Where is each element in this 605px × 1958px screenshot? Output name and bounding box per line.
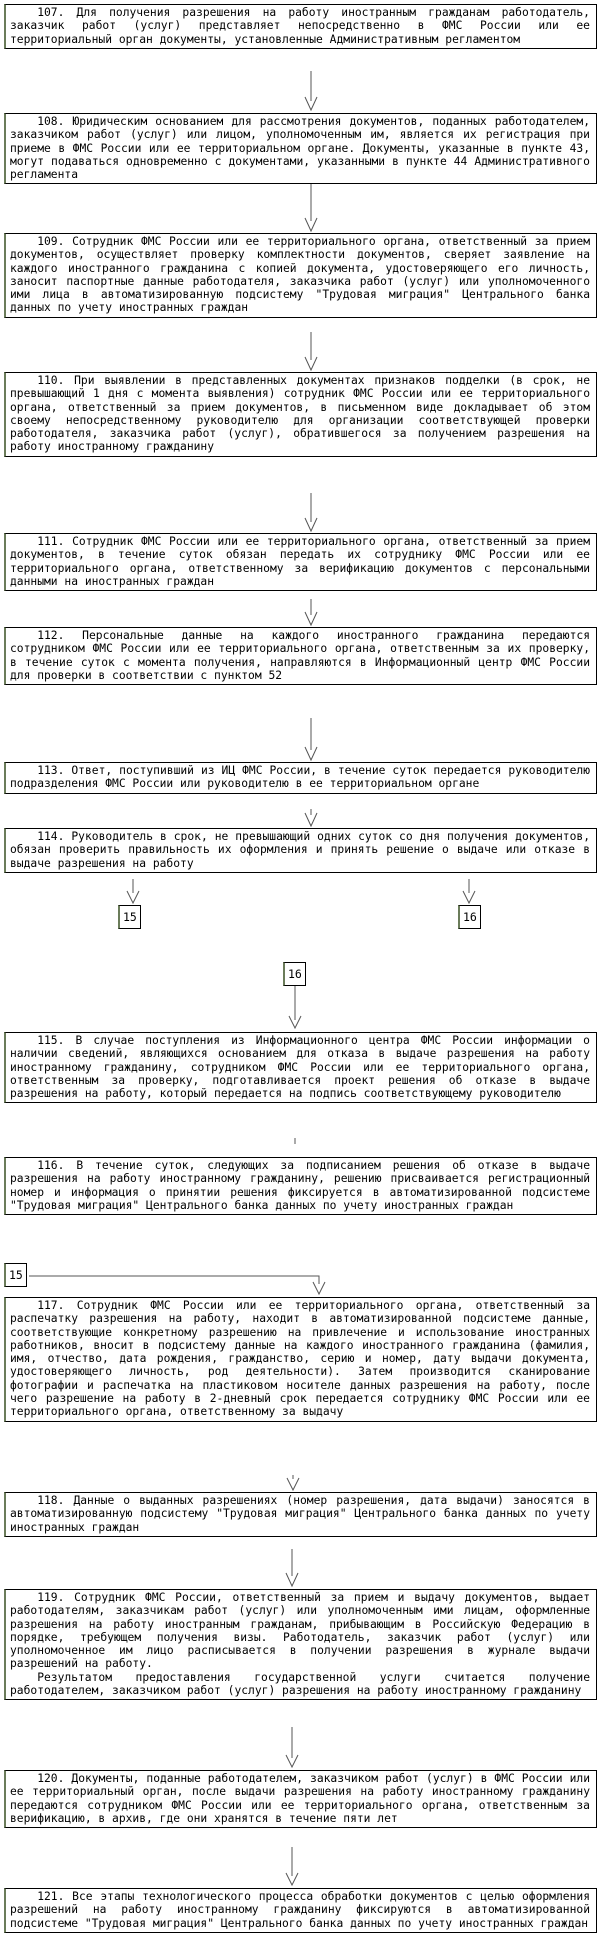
ref-15-entry: 15 [4, 1263, 27, 1287]
arrow-109-110 [305, 332, 317, 370]
step-109 [4, 233, 597, 318]
ref-16-branch: 16 [458, 905, 481, 929]
arrow-119-120 [286, 1727, 298, 1767]
ref-16-entry: 16 [283, 962, 306, 986]
step-text: 110. При выявлении в представленных документах признаков подделки (в срок, не превышающий 1 дня с момента выявления) сотрудник ФМС России или ее территориального органа, ответственный за прием документов, в письменном виде докладывает об этом своему непосредственному руководителю для организации соответствующей проверки работодателя, заказчика работ (услуг), обратившегося за получением разрешения на работу иностранному гражданину [10, 374, 590, 454]
step-113 [4, 762, 597, 794]
step-120 [4, 1770, 597, 1828]
step-text: 119. Сотрудник ФМС России, ответственный за прием и выдачу документов, выдает работодателям, заказчикам работ (услуг) или уполномоченным ими лицам, оформленные разрешения на работу иностранным гражданам, прибывающим в Российскую Федерацию в порядке, требующем получения визы. Работодатель, заказчик работ (услуг) или уполномоченное им лицо расписывается в получении разрешения в журнале выдачи разрешений на работу. [10, 1591, 590, 1671]
step-118 [4, 1492, 597, 1537]
step-text: 113. Ответ, поступивший из ИЦ ФМС России, в течение суток передается руководителю подразделения ФМС России или руководителю в ее территориальном органе [10, 764, 590, 791]
arrow-114-ref15 [127, 879, 139, 903]
arrow-107-108 [305, 71, 317, 110]
arrow-120-121 [286, 1847, 298, 1885]
step-116 [4, 1157, 597, 1215]
step-text: 120. Документы, поданные работодателем, заказчиком работ (услуг) в ФМС России или ее территориальный орган, после выдачи разрешения на работу иностранному гражданину передаются сотрудником ФМС России или ее территориального органа, ответственным за верификацию, в архив, где они хранятся в течение пяти лет [10, 1772, 590, 1825]
step-text: 109. Сотрудник ФМС России или ее территориального органа, ответственный за прием документов, осуществляет проверку комплектности документов, сверяет заявление на каждого иностранного гражданина с копией документа, удостоверяющего его личность, заносит паспортные данные работодателя, заказчика работ (услуг) или уполномоченного ими лица в автоматизированную подсистему "Трудовая миграция" Центрального банка данных по учету иностранных граждан [10, 235, 590, 315]
step-117 [4, 1297, 597, 1422]
arrow-ref15-117 [29, 1276, 325, 1294]
step-text: 112. Персональные данные на каждого иностранного гражданина передаются сотрудником ФМС России или ее территориального органа, ответственным за их проверку, в течение суток с момента получения, направляются в Информационный центр ФМС России для проверки в соответствии с пунктом 52 [10, 629, 590, 682]
step-text: 107. Для получения разрешения на работу иностранным гражданам работодатель, заказчик работ (услуг) представляет непосредственно в ФМС России или ее территориальный орган документы, установленные Административным регламентом [10, 6, 590, 46]
arrow-110-111 [305, 493, 317, 531]
step-text: 117. Сотрудник ФМС России или ее территориального органа, ответственный за распечатку разрешения на работу, находит в автоматизированной подсистеме данные, соответствующие конкретному разрешению на привлечение и использование иностранных работников, вносит в подсистему данные на каждого иностранного гражданина (фамилия, имя, отчество, дата рождения, гражданство, серию и номер, дату выдачи документа, удостоверяющего личность, род деятельности). Затем производится сканирование фотографии и распечатка на пластиковом носителе данных разрешения на работу, после чего разрешение на работу в 2-дневный срок передается сотруднику ФМС России или ее территориального органа, ответственному за выдачу [10, 1299, 590, 1419]
step-text: 115. В случае поступления из Информационного центра ФМС России информации о наличии сведений, являющихся основанием для отказа в выдаче разрешения на работу иностранному гражданину, сотрудником ФМС России или ее территориального органа, ответственным за проверку, подготавливается проект решения об отказе в выдаче разрешения на работу, который передается на подпись соответствующему руководителю [10, 1034, 590, 1101]
step-115 [4, 1032, 597, 1103]
step-111 [4, 533, 597, 591]
step-text: 116. В течение суток, следующих за подписанием решения об отказе в выдаче разрешения на работу иностранному гражданину, решению присваивается регистрационный номер и информация о принятии решения фиксируется в автоматизированной подсистеме "Трудовая миграция" Центрального банка данных по учету иностранных граждан [10, 1159, 590, 1212]
arrow-114-ref16 [463, 879, 475, 903]
arrow-118-119 [286, 1549, 298, 1586]
step-text: 121. Все этапы технологического процесса обработки документов с целью оформления разрешений на работу иностранному гражданину фиксируются в автоматизированной подсистеме "Трудовая миграция" Центрального банка данных по учету иностранных граждан [10, 1890, 590, 1930]
ref-15-branch: 15 [118, 905, 141, 929]
step-107 [4, 4, 597, 49]
arrow-112-113 [305, 718, 317, 760]
arrow-ref16-115 [289, 986, 301, 1028]
step-text: 108. Юридическим основанием для рассмотрения документов, поданных работодателем, заказчиком работ (услуг) или лицом, уполномоченным им, является их регистрация при приеме в ФМС России или ее территориальном органе. Документы, указанные в пункте 43, могут подаваться одновременно с документами, указанными в пункте 44 Административного регламента [10, 115, 590, 182]
step-110 [4, 372, 597, 457]
arrow-113-114 [305, 809, 317, 826]
step-text: 114. Руководитель в срок, не превышающий одних суток со дня получения документов, обязан проверить правильность их оформления и принять решение о выдаче или отказе в выдаче разрешения на работу [10, 830, 590, 870]
step-text: 111. Сотрудник ФМС России или ее территориального органа, ответственный за прием документов, в течение суток обязан передать их сотруднику ФМС России или ее территориального органа, ответственному за верификацию документов с персональными данными на иностранных граждан [10, 535, 590, 588]
step-121 [4, 1888, 597, 1933]
step-text: 118. Данные о выданных разрешениях (номер разрешения, дата выдачи) заносятся в автоматизированную подсистему "Трудовая миграция" Центрального банка данных по учету иностранных граждан [10, 1494, 590, 1534]
step-114 [4, 828, 597, 873]
arrow-108-109 [305, 180, 317, 231]
step-119 [4, 1589, 597, 1700]
arrow-117-118 [287, 1475, 299, 1490]
step-text-result: Результатом предоставления государственной услуги считается получение работодателем, заказчиком работ (услуг) разрешения на работу иностранному гражданину [10, 1670, 590, 1698]
step-108 [4, 113, 597, 184]
step-112 [4, 627, 597, 685]
arrow-111-112 [305, 599, 317, 625]
